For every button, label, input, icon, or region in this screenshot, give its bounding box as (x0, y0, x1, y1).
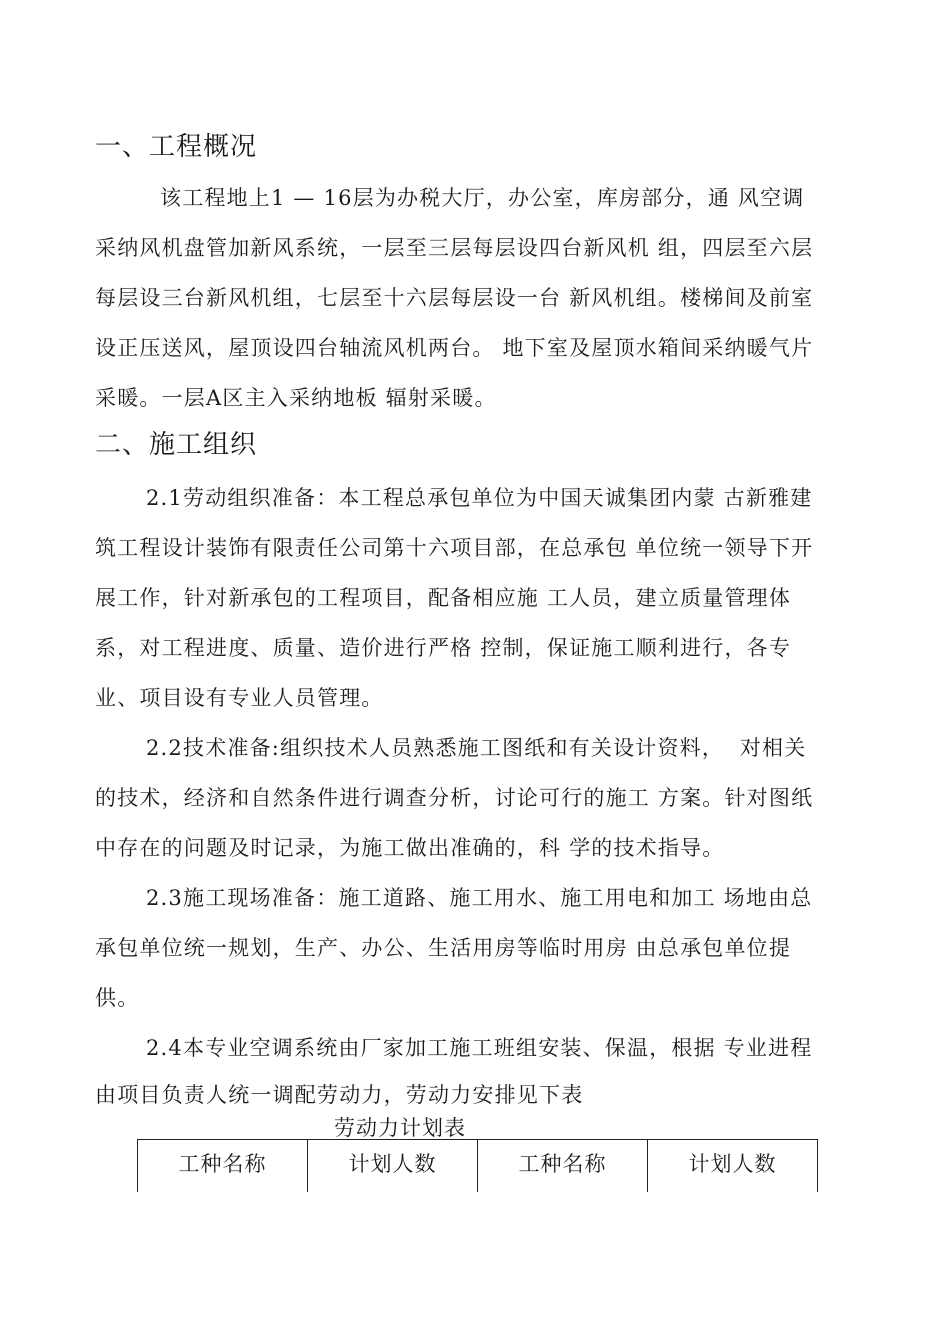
paragraph-line: 2.2技术准备:组织技术人员熟悉施工图纸和有关设计资料， 对相关 (146, 736, 807, 760)
paragraph-line: 中存在的问题及时记录，为施工做出准确的，科 学的技术指导。 (95, 836, 725, 860)
paragraph-line: 系，对工程进度、质量、造价进行严格 控制，保证施工顺利进行，各专 (95, 636, 792, 660)
table-header-cell: 工种名称 (477, 1140, 647, 1192)
labor-plan-table (137, 1139, 818, 1192)
table-caption: 劳动力计划表 (334, 1116, 466, 1140)
paragraph-line: 每层设三台新风机组，七层至十六层每层设一台 新风机组。楼梯间及前室 (95, 286, 814, 310)
paragraph-line: 供。 (95, 986, 140, 1010)
paragraph-line: 展工作，针对新承包的工程项目，配备相应施 工人员，建立质量管理体 (95, 586, 792, 610)
table-header-cell: 工种名称 (137, 1140, 307, 1192)
paragraph-line: 承包单位统一规划，生产、办公、生活用房等临时用房 由总承包单位提 (95, 936, 792, 960)
section-heading-overview: 一、工程概况 (95, 132, 258, 162)
paragraph-line: 筑工程设计装饰有限责任公司第十六项目部，在总承包 单位统一领导下开 (95, 536, 814, 560)
paragraph-line: 的技术，经济和自然条件进行调查分析，讨论可行的施工 方案。针对图纸 (95, 786, 814, 810)
section-heading-organization: 二、施工组织 (95, 430, 258, 460)
paragraph-line: 2.3施工现场准备：施工道路、施工用水、施工用电和加工 场地由总 (146, 886, 813, 910)
paragraph-line: 采暖。一层A区主入采纳地板 辐射采暖。 (95, 386, 497, 410)
paragraph-line: 该工程地上1 — 16层为办税大厅，办公室，库房部分，通 风空调 (160, 186, 805, 210)
table-header-cell: 计划人数 (307, 1140, 477, 1192)
paragraph-line: 2.4本专业空调系统由厂家加工施工班组安装、保温，根据 专业进程 (146, 1036, 813, 1060)
table-header-cell: 计划人数 (647, 1140, 818, 1192)
paragraph-line: 采纳风机盘管加新风系统，一层至三层每层设四台新风机 组，四层至六层 (95, 236, 814, 260)
paragraph-line: 设正压送风，屋顶设四台轴流风机两台。 地下室及屋顶水箱间采纳暖气片 (95, 336, 814, 360)
paragraph-line: 由项目负责人统一调配劳动力，劳动力安排见下表 (95, 1083, 584, 1107)
paragraph-line: 业、项目设有专业人员管理。 (95, 686, 384, 710)
paragraph-line: 2.1劳动组织准备：本工程总承包单位为中国天诚集团内蒙 古新雅建 (146, 486, 813, 510)
